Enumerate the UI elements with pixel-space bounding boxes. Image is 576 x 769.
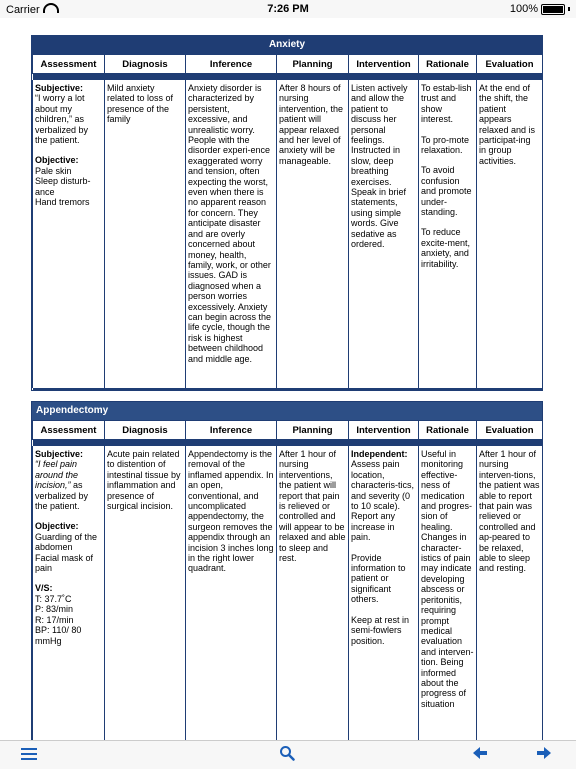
rationale-item: To avoid confusion and promote under-standing. bbox=[421, 165, 472, 218]
column-header: Assessment bbox=[33, 55, 105, 74]
inference-cell: Appendectomy is the removal of the inflamed appendix. In an open, conventional, and uncomplicated appendectomy, the surgeon removes the appendix through an incision 3 inches long in the right lower quadrant. bbox=[186, 446, 277, 740]
carrier-label: Carrier bbox=[6, 3, 59, 16]
column-header: Rationale bbox=[419, 421, 477, 440]
intervention-item: Keep at rest in semi-fowlers position. bbox=[351, 614, 410, 646]
intervention-cell bbox=[349, 446, 419, 740]
objective-item: Guarding of the abdomen bbox=[35, 531, 98, 553]
table-row bbox=[33, 446, 543, 740]
subjective-label: Subjective: bbox=[35, 83, 84, 93]
diagnosis-cell: Acute pain related to distention of intestinal tissue by inflammation and presence of surgical incision. bbox=[105, 446, 186, 740]
objective-label: Objective: bbox=[35, 521, 79, 532]
bottom-toolbar bbox=[0, 740, 576, 769]
vital-sign: P: 83/min bbox=[35, 604, 74, 615]
column-header: Intervention bbox=[349, 421, 419, 440]
column-header: Evaluation bbox=[477, 421, 543, 440]
rationale-item: To pro-mote relaxation. bbox=[421, 134, 470, 156]
header-row bbox=[33, 55, 543, 74]
column-header: Diagnosis bbox=[105, 421, 186, 440]
planning-cell: After 8 hours of nursing intervention, the patient will appear relaxed and her level of anxiety will be manageable. bbox=[277, 80, 349, 388]
rationale-cell: Useful in monitoring effective-ness of medication and progres-sion of healing. Changes in character-istics of pain may indicate developing abscess or peritonitis, requiring prompt medical evaluation and interven-tion. Being informed about the progress of situation bbox=[419, 446, 477, 740]
evaluation-cell: After 1 hour of nursing interven-tions, the patient was able to report that pain was relieved or controlled and ap-peared to be relaxed, able to sleep and resting. bbox=[477, 446, 543, 740]
column-header: Rationale bbox=[419, 55, 477, 74]
objective-item: Sleep disturb-ance bbox=[35, 176, 91, 197]
table-title: Anxiety bbox=[32, 36, 542, 54]
next-page-icon[interactable] bbox=[536, 745, 552, 765]
column-header: Evaluation bbox=[477, 55, 543, 74]
objective-item: Pale skin bbox=[35, 165, 72, 176]
list-icon[interactable] bbox=[21, 748, 37, 760]
anxiety-care-plan-table bbox=[31, 35, 543, 391]
objective-item: Facial mask of pain bbox=[35, 552, 94, 574]
intervention-item: Assess pain location, characteris-tics, and severity (0 to 10 scale). Report any increase in pain. bbox=[351, 459, 415, 543]
objective-item: Hand tremors bbox=[35, 197, 90, 208]
inference-cell: Anxiety disorder is characterized by persistent, excessive, and unrealistic worry. People with the disorder experi-ence exaggerated worry and tension, often expecting the worst, even when there is no apparent reason for concern. They anticipate disaster and are overly concerned about money, health, family, work, or other issues. GAD is diagnosed when a person worries excessively. Anxiety can begin across the life cycle, though the risk is highest between childhood and middle age. bbox=[186, 80, 277, 388]
status-bar bbox=[0, 0, 576, 18]
table-row bbox=[33, 80, 543, 388]
battery-icon bbox=[541, 4, 565, 15]
intervention-label: Independent: bbox=[351, 449, 408, 459]
diagnosis-cell: Mild anxiety related to loss of presence of the family bbox=[105, 80, 186, 388]
search-icon[interactable] bbox=[279, 745, 295, 765]
column-header: Planning bbox=[277, 55, 349, 74]
column-header: Planning bbox=[277, 421, 349, 440]
assessment-cell bbox=[33, 446, 105, 740]
vital-sign: BP: 110/ 80 mmHg bbox=[35, 625, 82, 646]
objective-label: Objective: bbox=[35, 155, 79, 166]
previous-page-icon[interactable] bbox=[472, 745, 488, 765]
vital-sign: R: 17/min bbox=[35, 614, 74, 625]
vital-sign: T: 37.7˚C bbox=[35, 593, 72, 604]
clock: 7:26 PM bbox=[267, 3, 309, 15]
column-header: Inference bbox=[186, 55, 277, 74]
planning-cell: After 1 hour of nursing interventions, the patient will report that pain is relieved or controlled and will appear to be relaxed and able to sleep and rest. bbox=[277, 446, 349, 740]
subjective-label: Subjective: bbox=[35, 449, 84, 459]
column-header: Diagnosis bbox=[105, 55, 186, 74]
battery-status: 100% bbox=[510, 3, 570, 15]
subjective-text: “I worry a lot about my children,” as verbalized by the patient. bbox=[35, 93, 89, 146]
evaluation-cell: At the end of the shift, the patient appears relaxed and is participat-ing in group activities. bbox=[477, 80, 543, 388]
rationale-item: To estab-lish trust and show interest. bbox=[421, 83, 472, 125]
appendectomy-care-plan-table bbox=[31, 401, 543, 740]
rationale-cell bbox=[419, 80, 477, 388]
column-header: Intervention bbox=[349, 55, 419, 74]
header-row bbox=[33, 421, 543, 440]
rationale-item: To reduce excite-ment, anxiety, and irritability. bbox=[421, 227, 471, 269]
table-title: Appendectomy bbox=[32, 402, 542, 420]
subjective-text: “I feel pain around the incision,” as verbalized by the patient. bbox=[35, 459, 89, 512]
intervention-cell: Listen actively and allow the patient to discuss her personal feelings. Instructed in slow, deep breathing exercises. Speak in brief statements, using simple words. Give sedative as ordered. bbox=[349, 80, 419, 388]
intervention-item: Provide information to patient or significant others. bbox=[351, 552, 406, 605]
vital-signs-label: V/S: bbox=[35, 583, 53, 594]
column-header: Assessment bbox=[33, 421, 105, 440]
column-header: Inference bbox=[186, 421, 277, 440]
document-page[interactable] bbox=[0, 18, 576, 740]
assessment-cell bbox=[33, 80, 105, 388]
